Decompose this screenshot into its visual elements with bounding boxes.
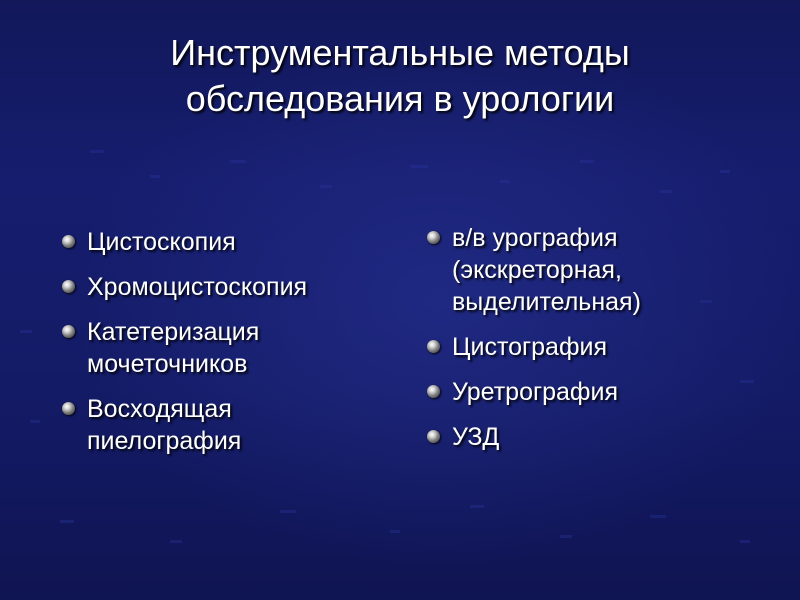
list-item bbox=[62, 316, 392, 380]
list-item-text: пиелография bbox=[87, 427, 242, 455]
sphere-bullet-icon bbox=[62, 235, 75, 248]
right-method-list bbox=[427, 222, 767, 466]
list-item bbox=[62, 393, 392, 457]
sphere-bullet-icon bbox=[62, 402, 75, 415]
list-item bbox=[427, 331, 767, 363]
list-item bbox=[427, 421, 767, 453]
list-item bbox=[62, 271, 392, 303]
list-item-text: УЗД bbox=[452, 423, 500, 451]
list-item bbox=[62, 226, 392, 258]
sphere-bullet-icon bbox=[62, 325, 75, 338]
title-line: обследования в урологии bbox=[185, 78, 615, 119]
list-item-text: Хромоцистоскопия bbox=[87, 273, 308, 301]
sphere-bullet-icon bbox=[427, 231, 440, 244]
list-item-text: Восходящая bbox=[87, 395, 232, 423]
list-item bbox=[427, 376, 767, 408]
list-item-text: (экскреторная, bbox=[452, 256, 622, 284]
list-item-text: в/в урография bbox=[452, 224, 618, 252]
list-item-text: Катетеризация bbox=[87, 318, 260, 346]
list-item-text: Цистография bbox=[452, 333, 608, 361]
sphere-bullet-icon bbox=[62, 280, 75, 293]
sphere-bullet-icon bbox=[427, 385, 440, 398]
list-item-text: Цистоскопия bbox=[87, 228, 236, 256]
list-item bbox=[427, 222, 767, 318]
sphere-bullet-icon bbox=[427, 430, 440, 443]
slide-title bbox=[0, 30, 800, 122]
sphere-bullet-icon bbox=[427, 340, 440, 353]
left-method-list bbox=[62, 226, 392, 470]
list-item-text: выделительная) bbox=[452, 288, 641, 316]
list-item-text: мочеточников bbox=[87, 350, 248, 378]
list-item-text: Уретрография bbox=[452, 378, 618, 406]
title-line: Инструментальные методы bbox=[170, 32, 630, 73]
